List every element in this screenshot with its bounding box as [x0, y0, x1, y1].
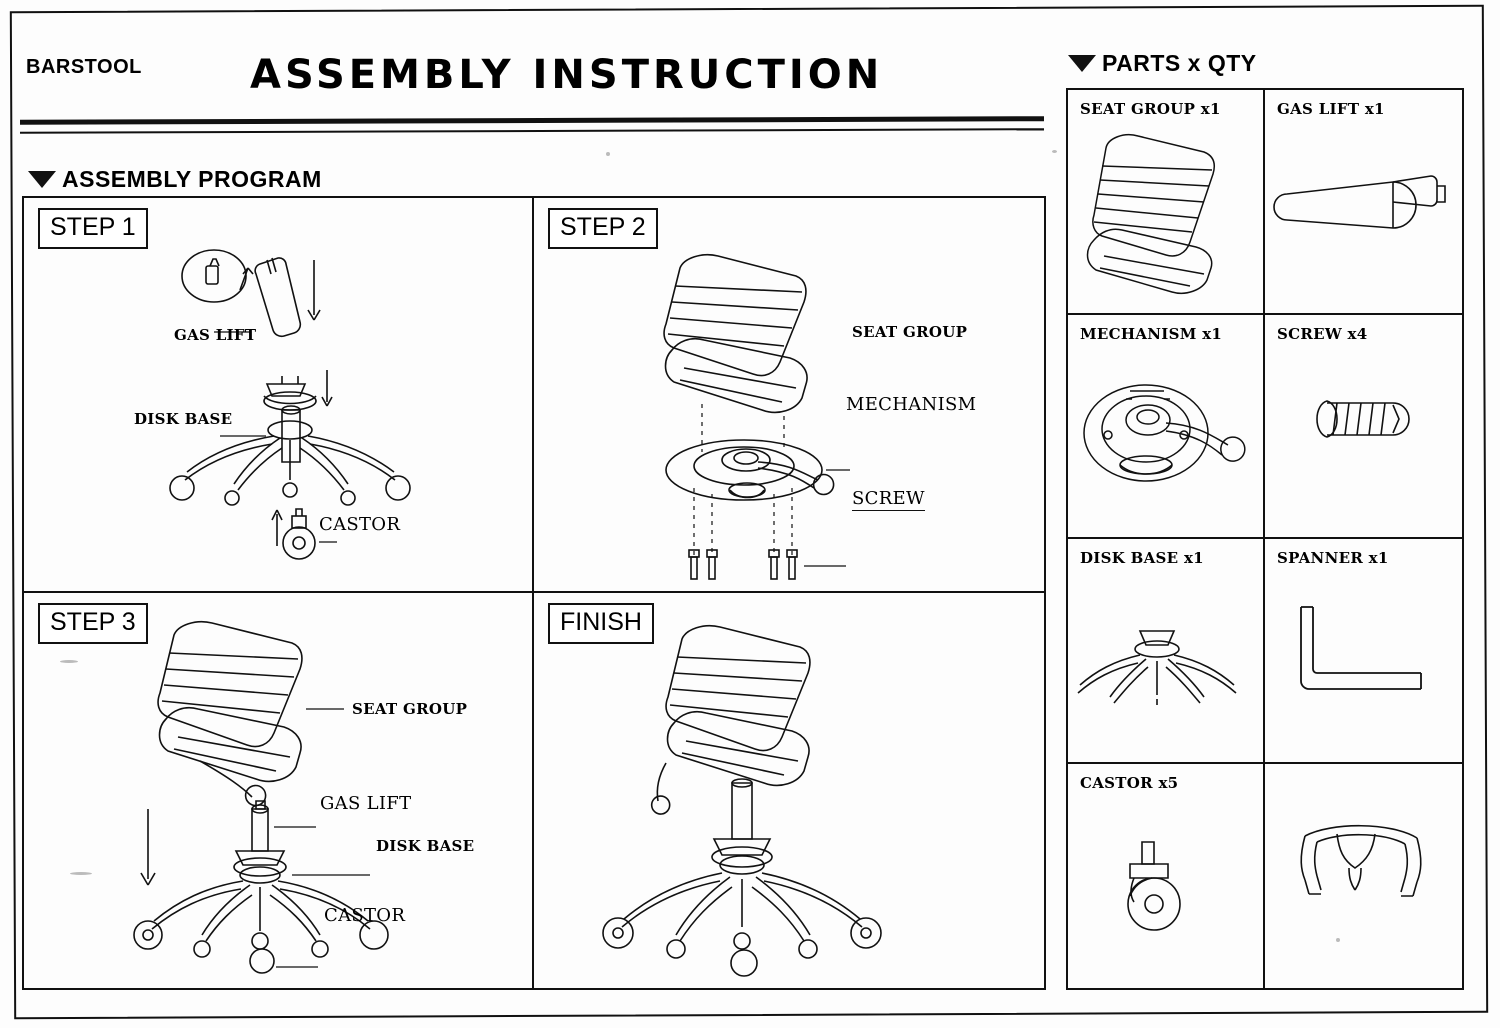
scan-speck: [1052, 150, 1057, 153]
parts-qty-heading-label: PARTS x QTY: [1102, 50, 1257, 76]
scan-speck: [1336, 938, 1340, 942]
scan-speck: [60, 660, 78, 663]
step-2-label-seat-group: SEAT GROUP: [852, 323, 968, 341]
step-3-label-castor: CASTOR: [324, 905, 406, 926]
spanner-icon: [1265, 539, 1462, 762]
part-cell-spanner: [1265, 539, 1462, 764]
part-cell-castor: [1068, 764, 1265, 989]
footrest-ring-icon: [1265, 764, 1462, 989]
finish-cell: [534, 593, 1044, 988]
step-2-cell: [534, 198, 1044, 593]
part-cell-mechanism: [1068, 315, 1265, 540]
step-3-cell: [24, 593, 534, 988]
scan-speck: [70, 872, 92, 875]
part-name-disk-base: DISK BASE x1: [1080, 549, 1204, 567]
step-2-label-mechanism: MECHANISM: [846, 394, 977, 415]
step-1-label-castor: CASTOR: [319, 514, 401, 535]
step-3-label-gas-lift: GAS LIFT: [320, 793, 412, 814]
triangle-marker-icon: [28, 171, 56, 188]
gas-lift-icon: [1265, 90, 1462, 313]
part-name-gas-lift: GAS LIFT x1: [1277, 100, 1385, 118]
scan-speck: [606, 152, 610, 156]
parts-qty-table: [1066, 88, 1464, 990]
step-1-diagram: [24, 198, 532, 591]
parts-qty-heading: [1068, 50, 1257, 77]
step-1-label-disk-base: DISK BASE: [134, 410, 233, 428]
step-2-tag: STEP 2: [548, 208, 658, 249]
part-cell-disk-base: [1068, 539, 1265, 764]
part-name-seat-group: SEAT GROUP x1: [1080, 100, 1221, 118]
part-name-castor: CASTOR x5: [1080, 773, 1179, 792]
step-1-cell: [24, 198, 534, 593]
assembly-program-heading: [28, 166, 322, 193]
part-name-spanner: SPANNER x1: [1277, 549, 1389, 567]
part-cell-gas-lift: [1265, 90, 1462, 315]
assembly-program-grid: [22, 196, 1046, 990]
disk-base-icon: [1068, 539, 1263, 762]
part-name-screw: SCREW x4: [1277, 324, 1368, 343]
step-3-diagram: [24, 593, 532, 988]
seat-group-icon: [1068, 90, 1263, 313]
triangle-marker-icon: [1068, 55, 1096, 72]
page-title: ASSEMBLY INSTRUCTION: [250, 52, 884, 98]
assembly-program-heading-label: ASSEMBLY PROGRAM: [62, 166, 322, 192]
part-cell-screw: [1265, 315, 1462, 540]
step-1-tag: STEP 1: [38, 208, 148, 249]
step-2-label-screw: SCREW: [852, 488, 925, 509]
step-3-label-disk-base: DISK BASE: [376, 837, 475, 855]
step-3-label-seat-group: SEAT GROUP: [352, 700, 468, 718]
part-cell-seat-group: [1068, 90, 1265, 315]
part-name-mechanism: MECHANISM x1: [1080, 324, 1223, 343]
screw-icon: [1265, 315, 1462, 538]
finish-diagram: [534, 593, 1044, 988]
step-3-tag: STEP 3: [38, 603, 148, 644]
mechanism-icon: [1068, 315, 1263, 538]
part-cell-footrest-ring: [1265, 764, 1462, 989]
castor-icon: [1068, 764, 1263, 989]
finish-tag: FINISH: [548, 603, 654, 644]
step-1-label-gas-lift: GAS LIFT: [174, 326, 257, 344]
brand-label: BARSTOOL: [26, 56, 142, 78]
